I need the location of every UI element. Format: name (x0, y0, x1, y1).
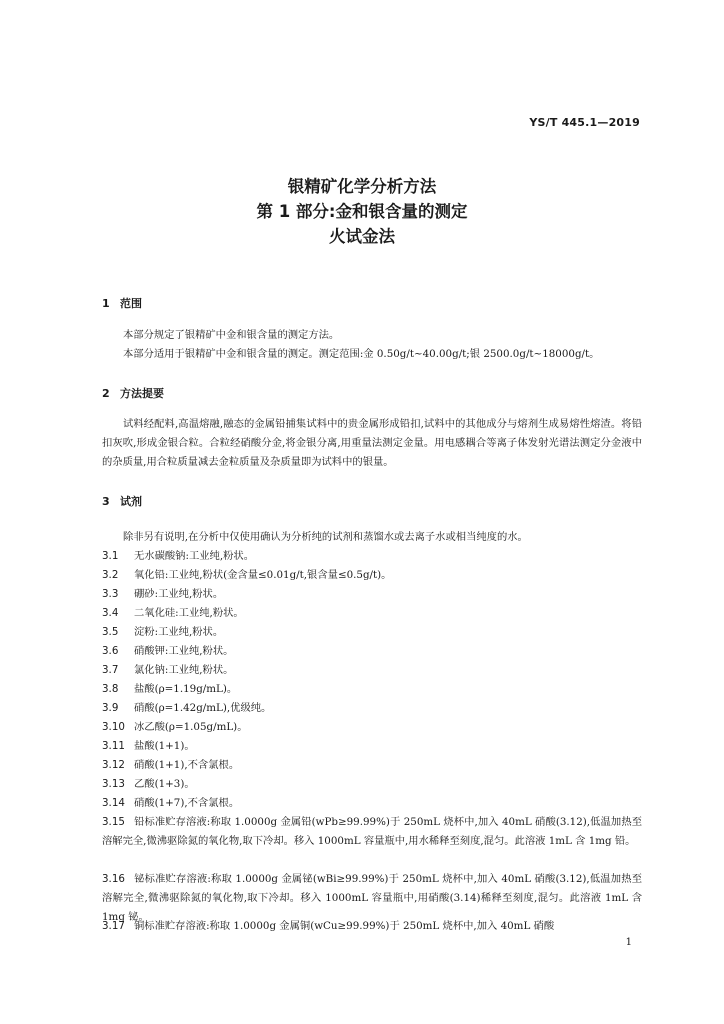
item-number: 3.8 (102, 683, 119, 695)
section-1-heading (102, 295, 142, 311)
title-line-2: 第 1 部分:金和银含量的测定 (256, 202, 468, 221)
item-text: 二氧化硅:工业纯,粉状。 (134, 607, 244, 619)
item-number: 3.7 (102, 664, 119, 676)
section-title: 试剂 (120, 495, 142, 508)
item-text: 淀粉:工业纯,粉状。 (134, 626, 224, 638)
item-text: 氯化钠:工业纯,粉状。 (134, 664, 234, 676)
list-item (102, 718, 642, 737)
item-text: 硝酸(ρ=1.42g/mL),优级纯。 (134, 702, 272, 714)
item-text: 硝酸钾:工业纯,粉状。 (134, 645, 234, 657)
item-text: 硼砂:工业纯,粉状。 (134, 588, 224, 600)
section-number: 2 (102, 387, 110, 400)
item-number: 3.17 (102, 920, 125, 932)
list-item (102, 756, 642, 775)
paragraph: 除非另有说明,在分析中仅使用确认为分析纯的试剂和蒸馏水或去离子水或相当纯度的水。 (123, 531, 528, 543)
item-number: 3.15 (102, 816, 125, 828)
title-line-1: 银精矿化学分析方法 (287, 177, 437, 196)
list-item (102, 699, 642, 718)
item-text: 铜标准贮存溶液:称取 1.0000g 金属铜(wCu≥99.99%)于 250mL 烧杯中,加入 40mL 硝酸 (134, 920, 555, 932)
page-number: 1 (625, 937, 632, 948)
paragraph: 试料经配料,高温熔融,融态的金属铅捕集试料中的贵金属形成铅扣,试料中的其他成分与熔剂生成易熔性熔渣。将铅扣灰吹,形成金银合粒。合粒经硝酸分金,将金银分离,用重量法测定金量。用电感耦合等离子体发射光谱法测定分金液中的杂质量,用合粒质量减去金粒质量及杂质量即为试料中的银量。 (102, 418, 642, 468)
item-number: 3.3 (102, 588, 119, 600)
section-3-heading (102, 493, 142, 509)
list-item (102, 547, 642, 566)
section-number: 1 (102, 297, 110, 310)
list-item (102, 604, 642, 623)
item-text: 盐酸(1+1)。 (134, 740, 195, 752)
item-text: 无水碳酸钠:工业纯,粉状。 (134, 550, 255, 562)
item-number: 3.2 (102, 569, 119, 581)
list-item (102, 623, 642, 642)
list-item (102, 661, 642, 680)
document-title (0, 174, 724, 249)
item-number: 3.10 (102, 721, 125, 733)
section-number: 3 (102, 495, 110, 508)
item-text: 铋标准贮存溶液:称取 1.0000g 金属铋(wBi≥99.99%)于 250mL 烧杯中,加入 40mL 硝酸(3.12),低温加热至溶解完全,微沸驱除氮的氧化物,取下冷却。移入 1000mL 容量瓶中,用硝酸(3.14)稀释至刻度,混匀。此溶液 1mL 含 1mg 铋。 (102, 873, 642, 923)
item-text: 乙酸(1+3)。 (134, 778, 195, 790)
list-item (102, 737, 642, 756)
list-item (102, 794, 642, 813)
item-text: 盐酸(ρ=1.19g/mL)。 (134, 683, 238, 695)
paragraph: 本部分适用于银精矿中金和银含量的测定。测定范围:金 0.50g/t~40.00g/t;银 2500.0g/t~18000g/t。 (123, 348, 600, 360)
item-number: 3.1 (102, 550, 119, 562)
section-2-heading (102, 385, 164, 401)
list-item (102, 585, 642, 604)
item-number: 3.14 (102, 797, 125, 809)
item-text: 硝酸(1+7),不含氯根。 (134, 797, 240, 809)
title-line-3: 火试金法 (329, 227, 395, 246)
item-number: 3.11 (102, 740, 125, 752)
list-item (102, 917, 642, 936)
list-item (102, 566, 642, 585)
list-item (102, 775, 642, 794)
item-number: 3.6 (102, 645, 119, 657)
item-number: 3.13 (102, 778, 125, 790)
item-number: 3.9 (102, 702, 119, 714)
list-item (102, 813, 642, 851)
item-number: 3.16 (102, 873, 125, 885)
standard-code: YS/T 445.1—2019 (529, 116, 640, 129)
item-text: 冰乙酸(ρ=1.05g/mL)。 (134, 721, 248, 733)
list-item (102, 680, 642, 699)
item-text: 铅标准贮存溶液:称取 1.0000g 金属铅(wPb≥99.99%)于 250mL 烧杯中,加入 40mL 硝酸(3.12),低温加热至溶解完全,微沸驱除氮的氧化物,取下冷却。移入 1000mL 容量瓶中,用水稀释至刻度,混匀。此溶液 1mL 含 1mg 铅。 (102, 816, 642, 847)
section-title: 范围 (120, 297, 142, 310)
item-number: 3.12 (102, 759, 125, 771)
paragraph: 本部分规定了银精矿中金和银含量的测定方法。 (123, 329, 340, 341)
list-item (102, 642, 642, 661)
item-number: 3.5 (102, 626, 119, 638)
item-text: 硝酸(1+1),不含氯根。 (134, 759, 240, 771)
item-number: 3.4 (102, 607, 119, 619)
section-title: 方法提要 (120, 387, 164, 400)
item-text: 氧化铅:工业纯,粉状(金含量≤0.01g/t,银含量≤0.5g/t)。 (134, 569, 392, 581)
